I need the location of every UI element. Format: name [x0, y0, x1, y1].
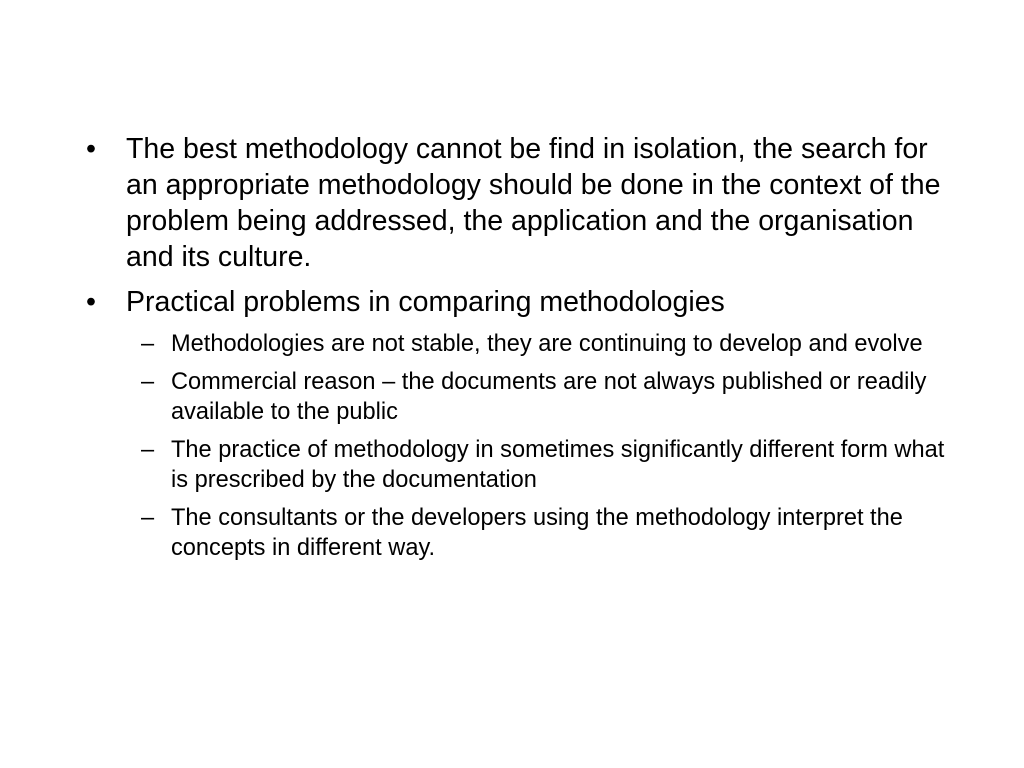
- bullet-item: [86, 284, 946, 320]
- sub-bullet-text: Commercial reason – the documents are not always published or readily available to the public: [171, 368, 927, 425]
- sub-bullet-item: [86, 503, 946, 564]
- bullet-text: Practical problems in comparing methodologies: [126, 286, 725, 318]
- sub-bullet-list: [86, 329, 946, 564]
- sub-bullet-text: Methodologies are not stable, they are continuing to develop and evolve: [171, 331, 923, 357]
- sub-bullet-marker: –: [141, 368, 155, 395]
- sub-bullet-text: The consultants or the developers using the methodology interpret the concepts in different way.: [171, 504, 903, 561]
- bullet-item: [86, 131, 946, 275]
- sub-bullet-marker: –: [141, 331, 155, 357]
- bullet-marker: •: [86, 133, 96, 165]
- sub-bullet-text: The practice of methodology in sometimes significantly different form what is prescribed by the documentation: [171, 436, 945, 493]
- sub-bullet-item: [86, 435, 946, 496]
- slide-content: [86, 131, 946, 571]
- sub-bullet-marker: –: [141, 436, 155, 463]
- sub-bullet-item: [86, 367, 946, 428]
- sub-bullet-item: [86, 329, 946, 360]
- bullet-marker: •: [86, 286, 96, 318]
- sub-bullet-marker: –: [141, 504, 155, 531]
- bullet-text: The best methodology cannot be find in isolation, the search for an appropriate methodology should be done in the context of the problem being addressed, the application and the organisation and its culture.: [126, 133, 941, 273]
